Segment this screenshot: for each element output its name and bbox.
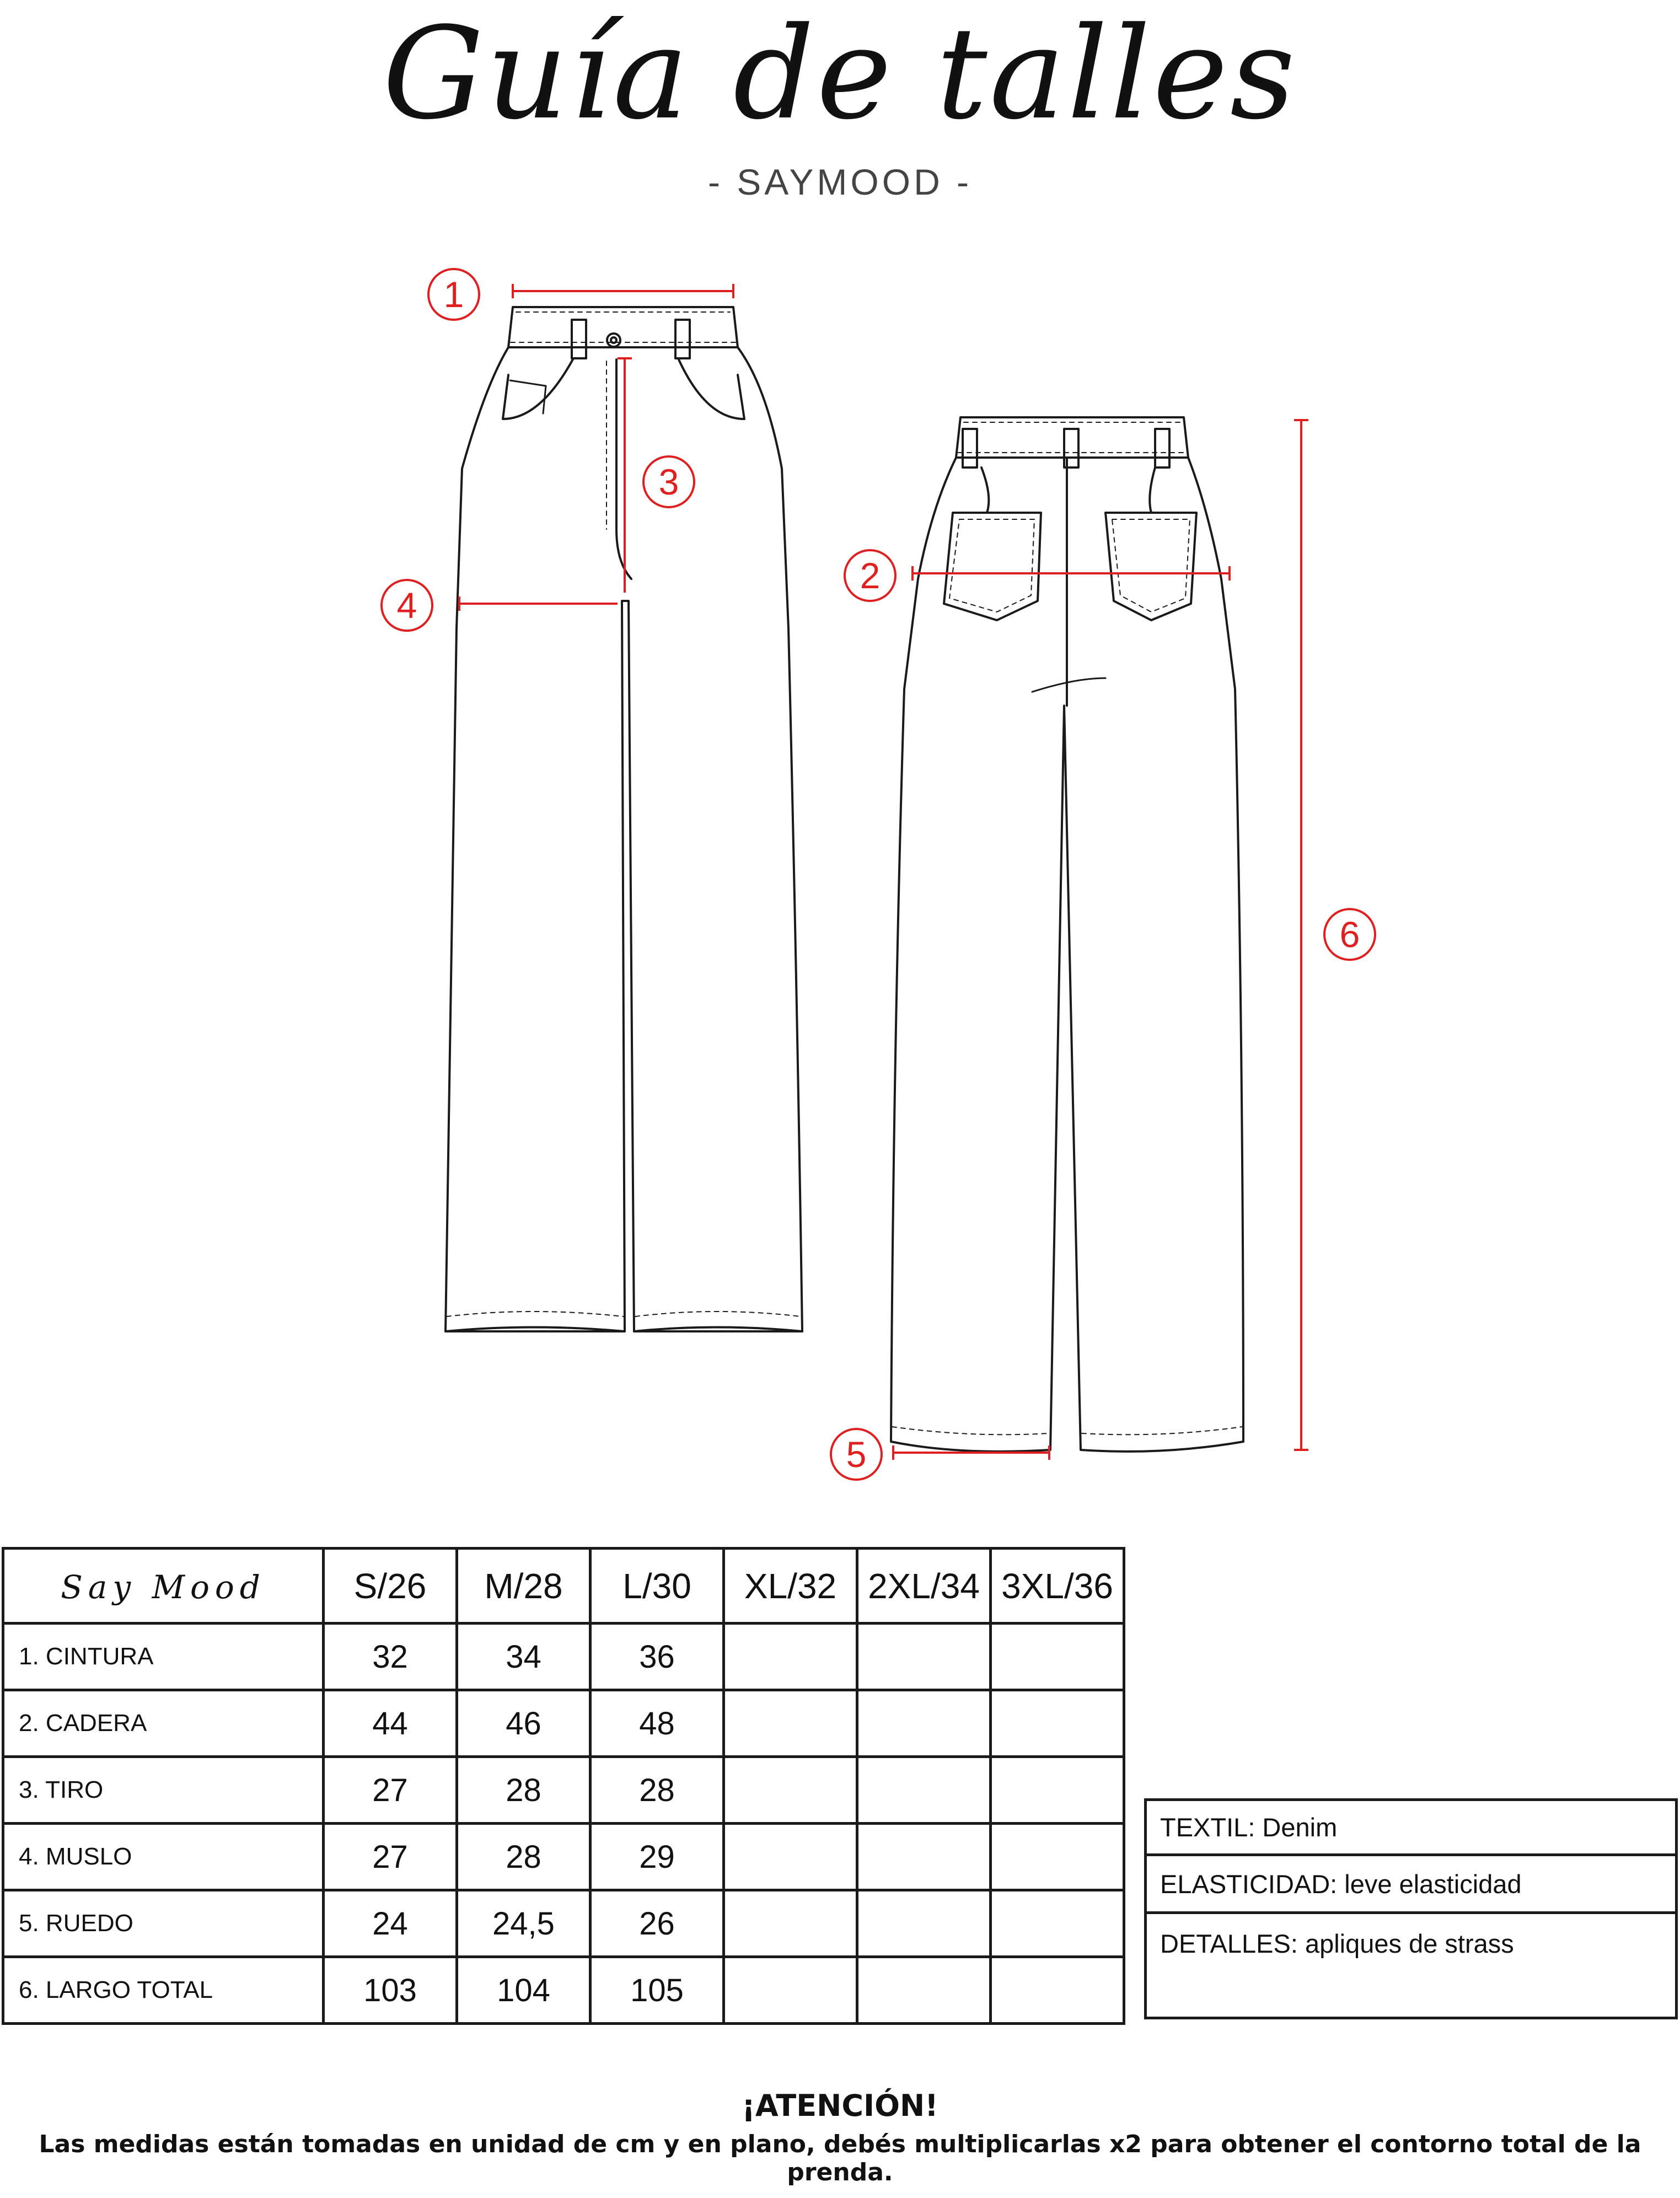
page-title: Guía de talles — [383, 1, 1297, 148]
size-header: XL/32 — [724, 1549, 857, 1624]
size-header: S/26 — [324, 1549, 457, 1624]
table-cell: 32 — [324, 1624, 457, 1690]
table-row — [3, 1957, 1124, 2024]
table-row — [3, 1890, 1124, 1957]
row-label: 1. CINTURA — [3, 1624, 324, 1690]
table-cell — [857, 1824, 991, 1890]
fabric-info-table — [1144, 1798, 1678, 2019]
size-table — [2, 1547, 1125, 2025]
table-cell: 28 — [591, 1757, 724, 1824]
size-header: 2XL/34 — [857, 1549, 991, 1624]
table-cell — [991, 1690, 1124, 1757]
fabric-info: TEXTIL: Denim — [1146, 1800, 1677, 1855]
elasticity-info: ELASTICIDAD: leve elasticidad — [1146, 1855, 1677, 1913]
table-row — [3, 1757, 1124, 1824]
table-cell: 44 — [324, 1690, 457, 1757]
table-cell: 27 — [324, 1824, 457, 1890]
table-cell — [724, 1624, 857, 1690]
details-info: DETALLES: apliques de strass — [1146, 1913, 1677, 2018]
table-row — [3, 1824, 1124, 1890]
table-cell — [991, 1890, 1124, 1957]
logo-cell — [3, 1549, 324, 1624]
table-cell: 26 — [591, 1890, 724, 1957]
marker-1: 1 — [427, 268, 480, 321]
table-cell: 29 — [591, 1824, 724, 1890]
table-cell — [857, 1757, 991, 1824]
saymood-logo: Say Mood — [61, 1568, 266, 1606]
table-cell: 34 — [457, 1624, 591, 1690]
table-cell — [724, 1757, 857, 1824]
table-cell: 28 — [457, 1824, 591, 1890]
row-label: 2. CADERA — [3, 1690, 324, 1757]
table-cell: 28 — [457, 1757, 591, 1824]
row-label: 4. MUSLO — [3, 1824, 324, 1890]
table-cell: 27 — [324, 1757, 457, 1824]
marker-3: 3 — [642, 455, 695, 508]
table-cell: 104 — [457, 1957, 591, 2024]
row-label: 6. LARGO TOTAL — [3, 1957, 324, 2024]
table-cell: 36 — [591, 1624, 724, 1690]
table-cell — [857, 1690, 991, 1757]
notice-heading: ¡ATENCIÓN! — [742, 2088, 938, 2123]
table-cell — [991, 1624, 1124, 1690]
row-label: 3. TIRO — [3, 1757, 324, 1824]
table-cell: 46 — [457, 1690, 591, 1757]
size-header: M/28 — [457, 1549, 591, 1624]
brand-subtitle: - SAYMOOD - — [707, 162, 973, 202]
table-cell — [724, 1890, 857, 1957]
size-header-row — [3, 1549, 1124, 1624]
notice-body: Las medidas están tomadas en unidad de cm y en plano, debés multiplicarlas x2 para obtener el contorno total de la prenda. — [39, 2130, 1641, 2186]
marker-6: 6 — [1323, 908, 1376, 961]
table-cell — [724, 1690, 857, 1757]
table-cell — [724, 1824, 857, 1890]
table-cell — [724, 1957, 857, 2024]
table-cell — [991, 1957, 1124, 2024]
table-cell: 103 — [324, 1957, 457, 2024]
table-cell — [991, 1824, 1124, 1890]
table-cell: 105 — [591, 1957, 724, 2024]
table-cell: 24,5 — [457, 1890, 591, 1957]
table-row — [3, 1690, 1124, 1757]
size-header: L/30 — [591, 1549, 724, 1624]
table-cell — [857, 1957, 991, 2024]
table-cell — [857, 1890, 991, 1957]
marker-5: 5 — [830, 1428, 883, 1481]
table-cell — [857, 1624, 991, 1690]
table-cell — [991, 1757, 1124, 1824]
marker-4: 4 — [380, 579, 433, 632]
marker-2: 2 — [844, 549, 897, 602]
table-cell: 48 — [591, 1690, 724, 1757]
table-cell: 24 — [324, 1890, 457, 1957]
table-row — [3, 1624, 1124, 1690]
row-label: 5. RUEDO — [3, 1890, 324, 1957]
size-header: 3XL/36 — [991, 1549, 1124, 1624]
